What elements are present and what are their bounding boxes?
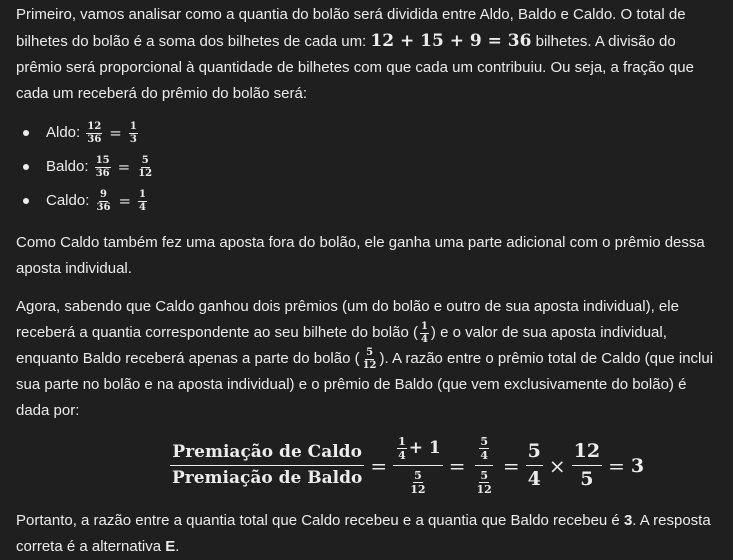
denominator: 4 xyxy=(480,449,489,462)
times-sign: × xyxy=(548,453,566,478)
conclusion-text-b: . A resposta correta é a alternativa xyxy=(16,512,711,555)
denominator xyxy=(472,466,497,495)
share-name: Caldo: xyxy=(46,192,90,209)
numerator: 15 xyxy=(95,154,110,166)
fraction xyxy=(393,436,443,495)
numerator: 5 xyxy=(480,469,489,482)
share-list xyxy=(16,116,155,218)
numerator: 12 xyxy=(572,442,602,466)
numerator xyxy=(393,436,443,466)
numerator: 1 xyxy=(420,320,428,332)
reasoning-text-b: ) e o valor de sua aposta individual, enquanto Baldo receberá apenas a parte do bolão ( xyxy=(16,324,667,367)
equals-sign: = xyxy=(448,453,466,478)
fraction xyxy=(420,322,429,345)
denominator: 36 xyxy=(87,133,102,145)
paragraph-intro xyxy=(16,2,723,107)
equals-sign: = xyxy=(109,124,122,142)
denominator: Premiação de Baldo xyxy=(172,468,363,488)
intro-text-a: Primeiro, vamos analisar como a quantia do bolão será dividida entre Aldo, Baldo e Caldo. O total de bilhetes do bolão é a soma dos bilhetes de cada um: xyxy=(16,6,686,50)
share-name: Baldo: xyxy=(46,158,89,175)
fraction xyxy=(397,436,407,461)
numerator: 1 xyxy=(139,188,146,200)
fraction xyxy=(472,436,497,495)
answer-letter: E xyxy=(165,538,176,555)
numerator: 5 xyxy=(480,435,489,448)
fraction xyxy=(96,190,112,213)
denominator: 3 xyxy=(129,133,137,145)
denominator: 12 xyxy=(410,483,426,496)
fraction xyxy=(137,156,153,179)
fraction xyxy=(409,470,426,495)
denominator xyxy=(405,466,430,495)
numerator: 5 xyxy=(141,154,149,166)
fraction xyxy=(572,442,602,489)
numerator: 5 xyxy=(526,442,543,466)
denominator: 12 xyxy=(476,483,492,496)
equals-sign: = xyxy=(117,158,131,176)
denominator: 12 xyxy=(362,359,377,371)
conclusion-text-a: Portanto, a razão entre a quantia total que Caldo recebeu e a quantia que Baldo recebeu é xyxy=(16,512,624,529)
ticket-sum-math: 12 + 15 + 9 = 36 xyxy=(370,31,532,51)
denominator: 4 xyxy=(398,449,406,462)
numerator: 12 xyxy=(87,120,102,132)
plus-one: + 1 xyxy=(408,438,441,458)
denominator: 4 xyxy=(527,468,541,490)
list-item xyxy=(16,184,155,218)
ratio-equation xyxy=(170,436,644,495)
denominator: 4 xyxy=(420,333,428,345)
result-value: 3 xyxy=(630,454,645,477)
denominator: 36 xyxy=(95,167,110,179)
equals-sign: = xyxy=(608,453,625,478)
conclusion-text-c: . xyxy=(175,538,180,555)
intro-text-b: bilhetes. A divisão do prêmio será proporcional à quantidade de bilhetes com que cada um contribuiu. Ou seja, a fração que cada um receberá do prêmio do bolão será: xyxy=(16,33,694,102)
fraction xyxy=(476,470,493,495)
reasoning-text-a: Agora, sabendo que Caldo ganhou dois prêmios (um do bolão e outro de sua aposta individual), ele receberá a quantia correspondente ao seu bilhete do bolão ( xyxy=(16,298,679,341)
paragraph-extra-bet: Como Caldo também fez uma aposta fora do bolão, ele ganha uma parte adicional com o prêmio dessa aposta individual. xyxy=(16,234,705,277)
list-item xyxy=(16,116,155,150)
numerator: 1 xyxy=(129,120,137,132)
numerator xyxy=(475,436,493,466)
denominator: 36 xyxy=(96,201,111,213)
fraction xyxy=(86,122,102,145)
fraction xyxy=(129,122,138,145)
numerator: 9 xyxy=(100,188,107,200)
denominator: 12 xyxy=(138,167,153,179)
share-name: Aldo: xyxy=(46,124,81,141)
denominator: 4 xyxy=(139,201,146,213)
ratio-fraction xyxy=(170,444,364,487)
list-item xyxy=(16,150,155,184)
reasoning-text-c: ). A razão entre o prêmio total de Caldo (que inclui sua parte no bolão e na aposta individual) e o prêmio de Baldo (que vem exclusivamente do bolão) é dada por: xyxy=(16,350,714,419)
fraction xyxy=(479,436,489,461)
equals-sign: = xyxy=(502,453,520,478)
numerator: Premiação de Caldo xyxy=(170,444,364,466)
ratio-answer: 3 xyxy=(623,512,633,529)
denominator: 5 xyxy=(580,468,594,490)
numerator: 5 xyxy=(414,469,422,482)
numerator: 1 xyxy=(398,435,406,448)
fraction xyxy=(138,190,147,213)
numerator: 5 xyxy=(366,346,374,358)
fraction xyxy=(526,442,543,489)
fraction xyxy=(95,156,111,179)
equals-sign: = xyxy=(118,192,132,210)
paragraph-conclusion xyxy=(16,508,723,560)
equals-sign: = xyxy=(370,453,388,478)
fraction xyxy=(362,348,378,371)
paragraph-reasoning xyxy=(16,294,723,424)
